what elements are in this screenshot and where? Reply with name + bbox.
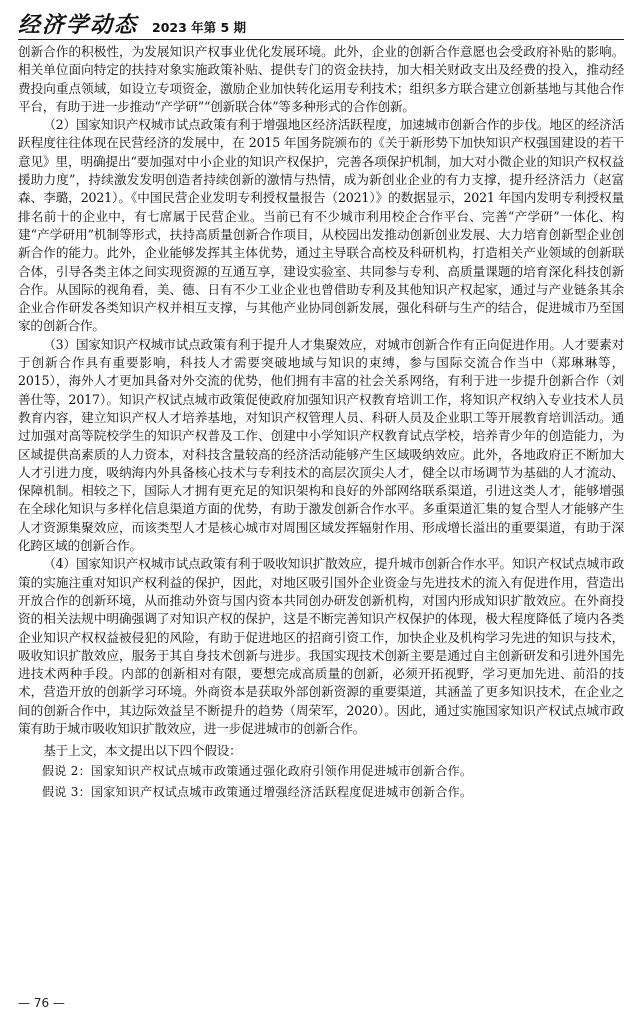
- body-paragraph-4: （4）国家知识产权城市试点政策有利于吸收知识扩散效应，提升城市创新合作水平。知识产权试点城市政策的实施注重对知识产权利益的保护，因此，对地区吸引国外企业资金与先进技术的流入有促进作用，营造出开放合作的创新环境，从而推动外资与国内资本共同创办研发创新机构，对国内形成知识扩散效应。在外商投资的相关法规中明确强调了对知识产权的保护，这是不断完善知识产权保护的体现，极大程度降低了境内各类企业知识产权权益被侵犯的风险，有助于促进地区的招商引资工作，加快企业及机构学习先进的知识与技术，吸收知识扩散效应，服务于其自身技术创新与进步。我国实现技术创新主要是通过自主创新研发和引进外国先进技术两种手段。内部的创新相对有限，要想完成高质量的创新，必须开拓视野，学习更加先进、前沿的技术，营造开放的创新学习环境。外商资本是获取外部创新资源的重要渠道，其涵盖了更多知识技术，在企业之间的创新合作中，其边际效益呈不断提升的趋势（周荣军，2020）。因此，通过实施国家知识产权试点城市政策有助于城市吸收知识扩散效应，进一步促进城市的创新合作。: [18, 556, 624, 736]
- page-number: — 76 —: [18, 996, 65, 1010]
- body-paragraph-continued: 创新合作的积极性，为发展知识产权事业优化发展环境。此外，企业的创新合作意愿也会受政府补贴的影响。相关单位面向特定的扶持对象实施政策补贴、提供专门的资金扶持，加大相关财政支出及经费的投入，推动经费投向重点领域，如设立专项资金，激励企业加快转化运用专利技术；组织多方联合建立创新基地与其他合作平台，有助于进一步推动“产学研”“创新联合体”等多种形式的合作创新。: [18, 44, 624, 114]
- hypotheses-lead: 基于上文，本文提出以下四个假设：: [43, 743, 242, 759]
- issue-label: 2023 年第 5 期: [152, 20, 247, 35]
- hypothesis-3: 假说 3：国家知识产权试点城市政策通过增强经济活跃程度促进城市创新合作。: [42, 784, 473, 799]
- running-header: [18, 8, 624, 38]
- body-paragraph-2: （2）国家知识产权城市试点政策有利于增强地区经济活跃程度，加速城市创新合作的步伐。地区的经济活跃程度往往体现在民营经济的发展中，在 2015 年国务院颁布的《关于新形势下加快知识产权强国建设的若干意见》里，明确提出“要加强对中小企业的知识产权保护，完善各项保护机制，加大对小微企业的知识产权权益援助力度”，持续激发发明创造者持续创新的激情与热情，成为新创业企业的有力支撑，提升经济活力（赵富森、李璐，2021）。《中国民营企业发明专利授权量报告（2021）》的数据显示，2021 年国内发明专利授权量排名前十的企业中，有七席属于民营企业。当前已有不少城市利用校企合作平台、完善“产学研”一体化、构建“产学研用”机制等形式，扶持高质量创新合作项目，从校园出发推动创新创业发展、大力培育创新型企业创新合作的能力。此外，企业能够发挥其主体优势，通过主导联合高校及科研机构，打造相关产业领域的创新联合体，引导各类主体之间实现资源的互通互享，建设实验室、共同参与专利、高质量课题的培育深化科技创新合作。从国际的视角看，美、德、日有不少工业企业也曾借助专利及其他知识产权起家，通过与产业链条其余企业合作研发各类知识产权并相互支撑，与其他产业协同创新发展，强化科研与生产的结合，促进城市乃至国家的创新合作。: [18, 117, 624, 334]
- header-rule: [18, 39, 624, 40]
- body-paragraph-3: （3）国家知识产权城市试点政策有利于提升人才集聚效应，对城市创新合作有正向促进作用。人才要素对于创新合作具有重要影响，科技人才需要突破地域与知识的束缚，参与国际交流合作当中（郑琳琳等，2015），海外人才更加具备对外交流的优势，他们拥有丰富的社会关系网络，有利于进一步提升创新合作（刘善仕等，2017）。知识产权试点城市政策促使政府加强知识产权教育培训工作，将知识产权纳入专业技术人员教育内容，建立知识产权人才培养基地，对知识产权管理人员、科研人员及企业职工等开展教育培训活动。通过加强对高等院校学生的知识产权普及工作、创建中小学知识产权教育试点学校，培养青少年的创造能力，为区域提供高素质的人力资本，对科技含量较高的经济活动能够产生区域吸纳效应。此外，各地政府正不断加大人才引进力度，吸纳海内外具备核心技术与专利技术的高层次顶尖人才，健全以市场调节为基础的人才流动、保障机制。相较之下，国际人才拥有更充足的知识架构和良好的外部网络联系渠道，引进这类人才，能够增强在全球化知识与多样化信息渠道方面的优势，有助于激发创新合作水平。多重渠道汇集的复合型人才能够产生人才资源集聚效应，而该类型人才是核心城市对周围区域发挥辐射作用、形成增长溢出的重要渠道，有助于深化跨区域的创新合作。: [18, 336, 624, 554]
- journal-name: 经济学动态: [18, 12, 139, 38]
- article-body: [18, 43, 624, 803]
- hypothesis-2: 假说 2：国家知识产权试点城市政策通过强化政府引领作用促进城市创新合作。: [42, 763, 473, 778]
